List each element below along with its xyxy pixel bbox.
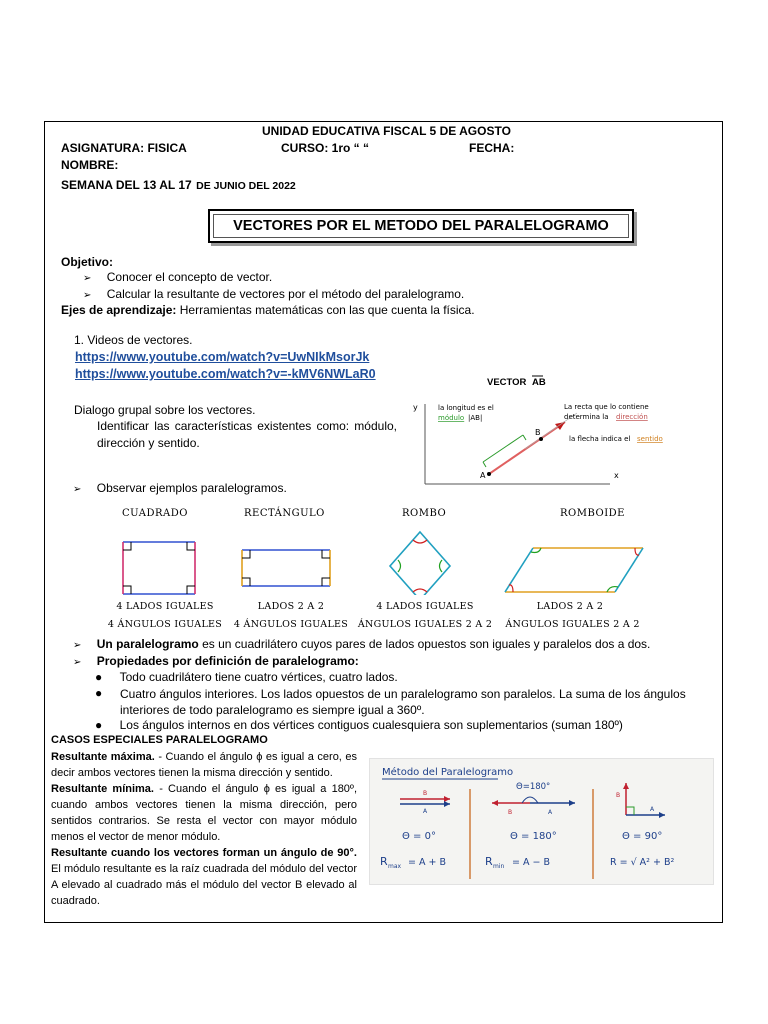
theta-180-top: Θ=180° xyxy=(516,782,551,792)
arrowhead-icon xyxy=(659,812,665,818)
whiteboard-image xyxy=(369,758,714,885)
dialog-line-1: Dialogo grupal sobre los vectores. xyxy=(74,403,256,417)
label-longitud: la longitud es el xyxy=(438,404,494,412)
rmax-symbol: R xyxy=(380,855,388,868)
point-b-label: B xyxy=(535,428,541,437)
label-b: B xyxy=(616,792,621,799)
rmax-eq: = A + B xyxy=(408,857,446,868)
bullet-dot-icon: ● xyxy=(95,686,103,700)
page-title: VECTORES POR EL METODO DEL PARALELOGRAMO xyxy=(208,209,634,243)
video-link-1[interactable]: https://www.youtube.com/watch?v=UwNIkMsorJk xyxy=(75,350,370,364)
angle-arc xyxy=(522,797,538,803)
worksheet-page xyxy=(44,121,723,923)
label-modulo: módulo xyxy=(438,414,465,422)
date-label: FECHA: xyxy=(469,141,515,155)
rhombus-shape xyxy=(390,532,450,595)
rmax-sub: max xyxy=(388,863,402,870)
observe-line: ➢ Observar ejemplos paralelogramos. xyxy=(73,481,287,495)
label-a: A xyxy=(650,806,655,813)
whiteboard-title: Método del Paralelogramo xyxy=(382,767,514,778)
shape-cap-rombo-2: ÁNGULOS IGUALES 2 A 2 xyxy=(357,619,493,630)
right-angle-mark xyxy=(626,807,634,815)
bracket-tick-2 xyxy=(523,435,526,440)
shape-name-romboide: ROMBOIDE xyxy=(560,508,625,519)
shape-cap-cuadrado-2: 4 ÁNGULOS IGUALES xyxy=(107,619,223,630)
subject-label: ASIGNATURA: FISICA xyxy=(61,141,187,155)
arrowhead-icon xyxy=(492,800,498,806)
definition-line: ➢ Un paralelogramo es un cuadrilátero cuyos pares de lados opuestos son iguales y paralelos dos a dos. xyxy=(73,637,651,651)
label-a: A xyxy=(423,808,428,815)
school-name: UNIDAD EDUCATIVA FISCAL 5 DE AGOSTO xyxy=(262,124,511,138)
rmin-eq: = A − B xyxy=(512,857,550,868)
point-a-label: A xyxy=(480,471,486,480)
rmin-symbol: R xyxy=(485,855,493,868)
arrow-bullet-icon: ➢ xyxy=(73,640,82,651)
theta-0: Θ = 0° xyxy=(402,831,436,842)
properties-heading: ➢ Propiedades por definición de paralelogramo: xyxy=(73,654,359,668)
axis-y-label: y xyxy=(413,403,418,412)
objective-label: Objetivo: xyxy=(61,255,114,269)
arrowhead-icon xyxy=(444,796,450,802)
property-item-1: ● Todo cuadrilátero tiene cuatro vértices, cuatro lados. xyxy=(95,670,398,684)
vector-title: VECTOR xyxy=(487,377,527,388)
point-b xyxy=(539,437,543,441)
shape-cap-rectangulo-2: 4 ÁNGULOS IGUALES xyxy=(233,619,349,630)
label-b: B xyxy=(508,809,513,816)
arrow-bullet-icon: ➢ xyxy=(73,484,82,495)
shape-cap-cuadrado-1: 4 LADOS IGUALES xyxy=(116,601,214,612)
whiteboard-drawing xyxy=(370,759,713,884)
label-sentido: sentido xyxy=(637,435,663,443)
arrow-bullet-icon: ➢ xyxy=(83,290,92,301)
label-modulo-abs: |AB| xyxy=(468,414,483,422)
name-label: NOMBRE: xyxy=(61,158,119,172)
video-link-2[interactable]: https://www.youtube.com/watch?v=-kMV6NWLaR0 xyxy=(75,367,376,381)
bullet-dot-icon: ● xyxy=(95,670,103,684)
dialog-line-2: Identificar las características existentes como: módulo, dirección y sentido. xyxy=(97,419,397,450)
theta-180: Θ = 180° xyxy=(510,831,557,842)
arrow-bullet-icon: ➢ xyxy=(73,657,82,668)
property-item-3: ● Los ángulos internos en dos vértices contiguos cualesquiera son suplementarios (suman 180º) xyxy=(95,718,623,732)
shape-cap-romboide-2: ÁNGULOS IGUALES 2 A 2 xyxy=(505,619,640,630)
arrowhead-icon xyxy=(623,783,629,789)
label-a: A xyxy=(548,809,553,816)
label-determina: determina la xyxy=(564,413,609,421)
square-shape xyxy=(123,542,195,594)
shape-cap-rectangulo-1: LADOS 2 A 2 xyxy=(257,601,325,612)
vector-name: AB xyxy=(532,377,546,388)
rhomboid-shape xyxy=(505,548,643,592)
bracket-tick-1 xyxy=(483,462,486,467)
bullet-dot-icon: ● xyxy=(95,718,103,732)
rmin-sub: min xyxy=(493,863,505,870)
label-b: B xyxy=(423,790,428,797)
axis-x-label: x xyxy=(614,471,619,480)
label-direccion: dirección xyxy=(616,413,648,421)
arrow-bullet-icon: ➢ xyxy=(83,273,92,284)
property-item-2-bullet xyxy=(95,686,102,700)
r90-eq: R = √ A² + B² xyxy=(610,857,675,868)
shape-cap-romboide-1: LADOS 2 A 2 xyxy=(536,601,604,612)
shape-cap-rombo-1: 4 LADOS IGUALES xyxy=(376,601,474,612)
week-rest: DE JUNIO DEL 2022 xyxy=(196,180,296,192)
label-recta: La recta que lo contiene xyxy=(564,403,649,411)
label-flecha: la flecha indica el xyxy=(569,435,631,443)
cases-text: Resultante máxima. - Cuando el ángulo ϕ es igual a cero, es decir ambos vectores tienen la misma dirección y sentido. Resultante mínima. - Cuando el ángulo ϕ es igual a 180º, cuando ambos vectores tienen la misma dirección, pero sentidos contrarios. Se resta el vector con mayor módulo menos el vector de menor módulo. Resultante cuando los vectores forman un ángulo de 90°. El módulo resultante es la raíz cuadrada del módulo del vector A elevado al cuadrado más el módulo del vector B elevado al cuadrado. xyxy=(51,751,358,907)
week-line xyxy=(61,176,296,194)
shape-name-rectangulo: RECTÁNGULO xyxy=(244,508,325,519)
arrowhead-icon xyxy=(444,801,450,807)
parallelogram-shapes xyxy=(105,530,665,595)
ejes-line: Ejes de aprendizaje: Herramientas matemáticas con las que cuenta la física. xyxy=(61,303,475,317)
cases-heading: CASOS ESPECIALES PARALELOGRAMO xyxy=(51,734,268,746)
theta-90: Θ = 90° xyxy=(622,831,663,842)
course-label: CURSO: 1ro “ “ xyxy=(281,141,370,155)
point-a xyxy=(487,472,491,476)
videos-heading: 1. Videos de vectores. xyxy=(74,333,193,347)
vector-diagram xyxy=(405,372,665,497)
objective-item-1: ➢ Conocer el concepto de vector. xyxy=(83,270,273,284)
shape-name-cuadrado: CUADRADO xyxy=(122,508,188,519)
shape-name-rombo: ROMBO xyxy=(402,508,447,519)
rectangle-shape xyxy=(242,550,330,586)
objective-item-2: ➢ Calcular la resultante de vectores por el método del paralelogramo. xyxy=(83,287,465,301)
property-item-2: Cuatro ángulos interiores. Los lados opuestos de un paralelogramo son paralelos. La suma de los ángulos interiores de todo paralelogramo es siempre igual a 360º. xyxy=(120,687,686,717)
week-bold: SEMANA DEL 13 AL 17 xyxy=(61,178,192,192)
arrowhead-icon xyxy=(569,800,575,806)
modulo-bracket xyxy=(483,435,523,462)
